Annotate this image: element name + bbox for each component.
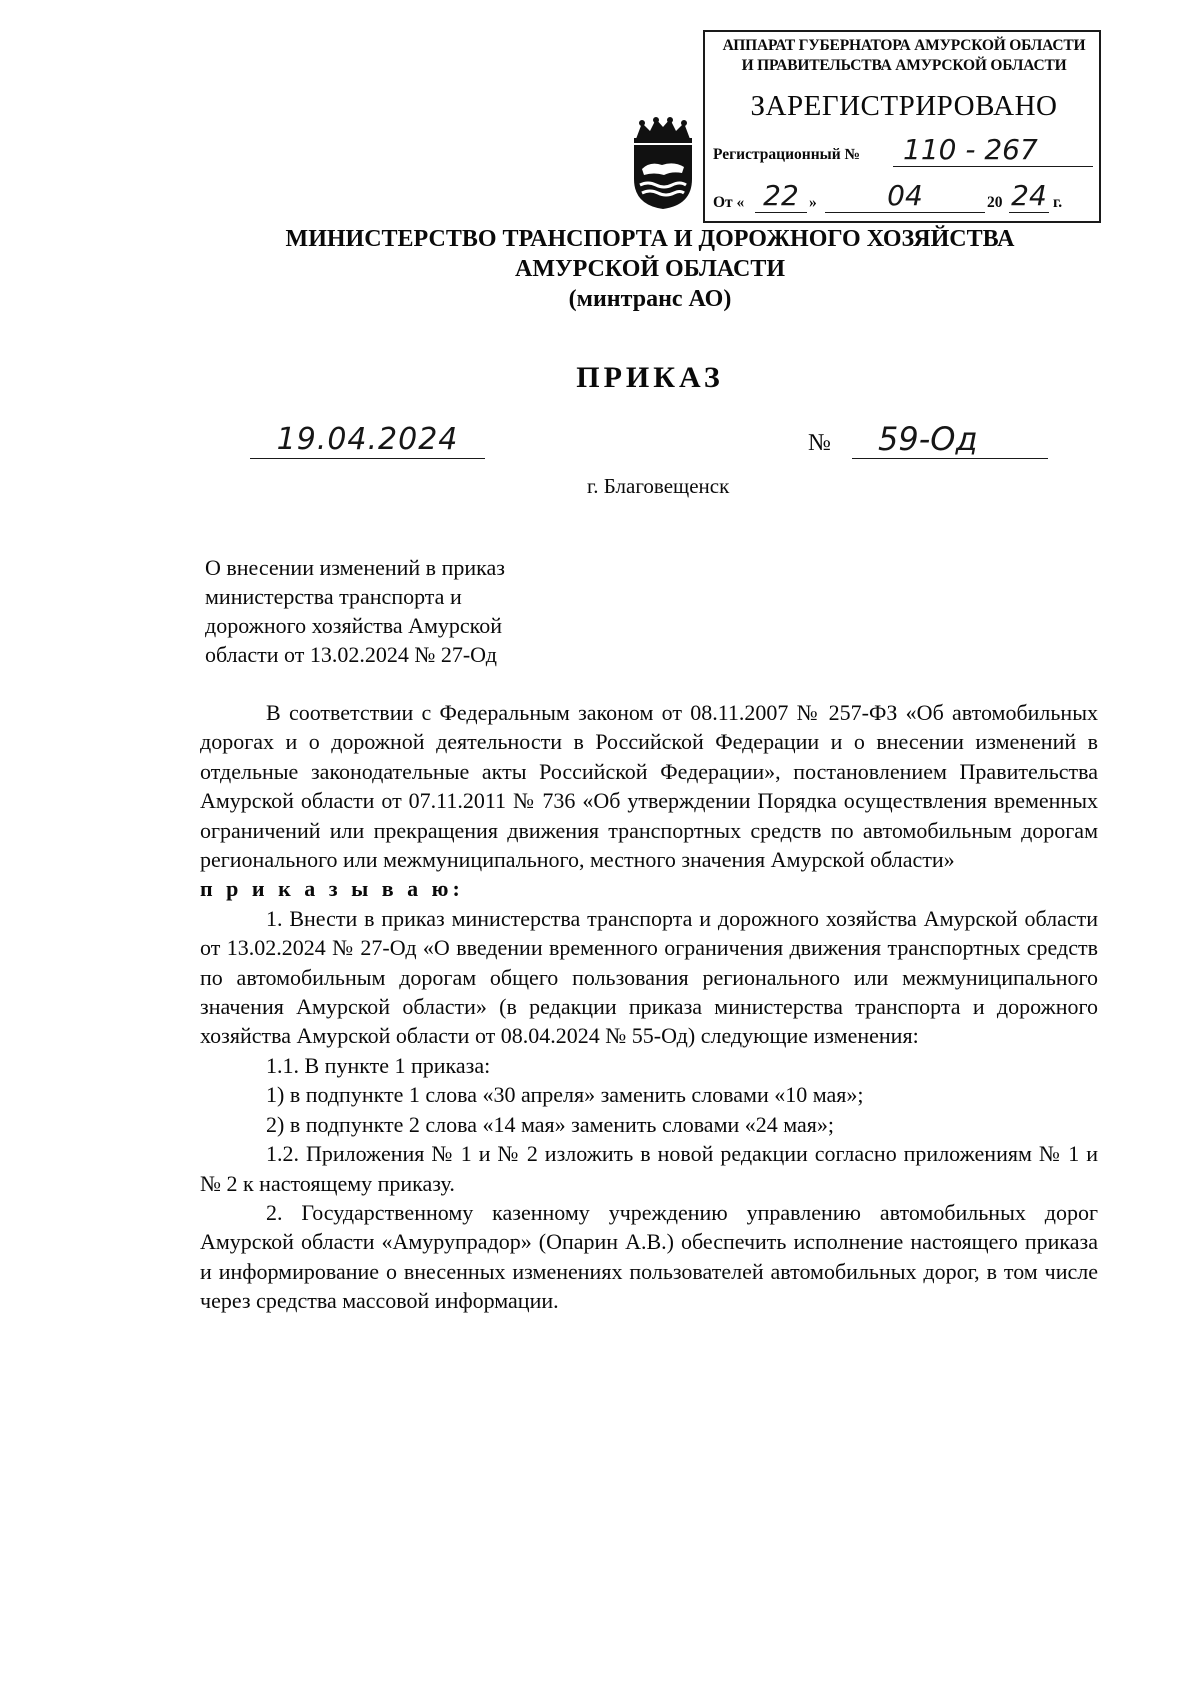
stamp-year-suffix: 24 [1009,180,1049,213]
stamp-year-end: г. [1053,194,1063,211]
stamp-status: ЗАРЕГИСТРИРОВАНО [750,90,1058,122]
subject-line1: О внесении изменений в приказ [205,555,505,580]
paragraph-1-1: 1.1. В пункте 1 приказа: [266,1052,491,1078]
stamp-day: 22 [755,180,807,213]
order-body [200,698,1098,1316]
subject-line4: области от 13.02.2024 № 27-Од [205,642,497,667]
order-word: п р и к а з ы в а ю: [200,876,464,902]
paragraph-1-1-b: 2) в подпункте 2 слова «14 мая» заменить словами «24 мая»; [266,1111,835,1137]
stamp-reg-number: 110 - 267 [893,134,1093,167]
ministry-short-name: (минтранс АО) [568,286,732,312]
document-type: ПРИКАЗ [576,361,724,394]
stamp-date-prefix: От « [713,194,745,211]
stamp-org-line1: АППАРАТ ГУБЕРНАТОРА АМУРСКОЙ ОБЛАСТИ [722,37,1086,54]
registration-stamp [703,30,1101,223]
subject-line2: министерства транспорта и [205,584,462,609]
stamp-date-row [713,180,1095,218]
amur-region-coat-of-arms-icon [628,117,698,211]
stamp-reg-row [713,134,1095,170]
stamp-org-line2: И ПРАВИТЕЛЬСТВА АМУРСКОЙ ОБЛАСТИ [741,57,1067,74]
stamp-date-mid: » [809,194,817,211]
ministry-name-line2: АМУРСКОЙ ОБЛАСТИ [515,256,785,282]
paragraph-2: 2. Государственному казенному учреждению управлению автомобильных дорог Амурской области «Амурупрадор» (Опарин А.В.) обеспечить исполнение настоящего приказа и информирование о внесенных изменениях пользователей автомобильных дорог, в том числе через средства массовой информации. [200,1199,1098,1314]
stamp-month: 04 [825,180,985,213]
city: г. Благовещенск [587,474,730,498]
order-subject [205,553,605,669]
preamble: В соответствии с Федеральным законом от 08.11.2007 № 257-ФЗ «Об автомобильных дорогах и о дорожной деятельности в Российской Федерации и о внесении изменений в отдельные законодательные акты Российской Федерации», постановлением Правительства Амурской области от 07.11.2011 № 736 «Об утверждении Порядка осуществления временных ограничений или прекращения движения транспортных средств по автомобильным дорогам регионального или межмуниципального, местного значения Амурской области» [200,700,1098,873]
order-number: 59-Од [852,420,1048,459]
ministry-name-line1: МИНИСТЕРСТВО ТРАНСПОРТА И ДОРОЖНОГО ХОЗЯЙСТВА [285,226,1015,252]
order-number-label: № [808,430,831,456]
paragraph-1-1-a: 1) в подпункте 1 слова «30 апреля» заменить словами «10 мая»; [266,1082,864,1108]
paragraph-1-2: 1.2. Приложения № 1 и № 2 изложить в новой редакции согласно приложениям № 1 и № 2 к настоящему приказу. [200,1141,1098,1196]
order-date: 19.04.2024 [250,422,485,459]
stamp-year-prefix: 20 [987,194,1003,211]
subject-line3: дорожного хозяйства Амурской [205,613,502,638]
paragraph-1: 1. Внести в приказ министерства транспорта и дорожного хозяйства Амурской области от 13.02.2024 № 27-Од «О введении временного ограничения движения транспортных средств по автомобильным дорогам общего пользования регионального или межмуниципального значения Амурской области» (в редакции приказа министерства транспорта и дорожного хозяйства Амурской области от 08.04.2024 № 55-Од) следующие изменения: [200,905,1098,1049]
stamp-reg-label: Регистрационный № [713,146,861,163]
